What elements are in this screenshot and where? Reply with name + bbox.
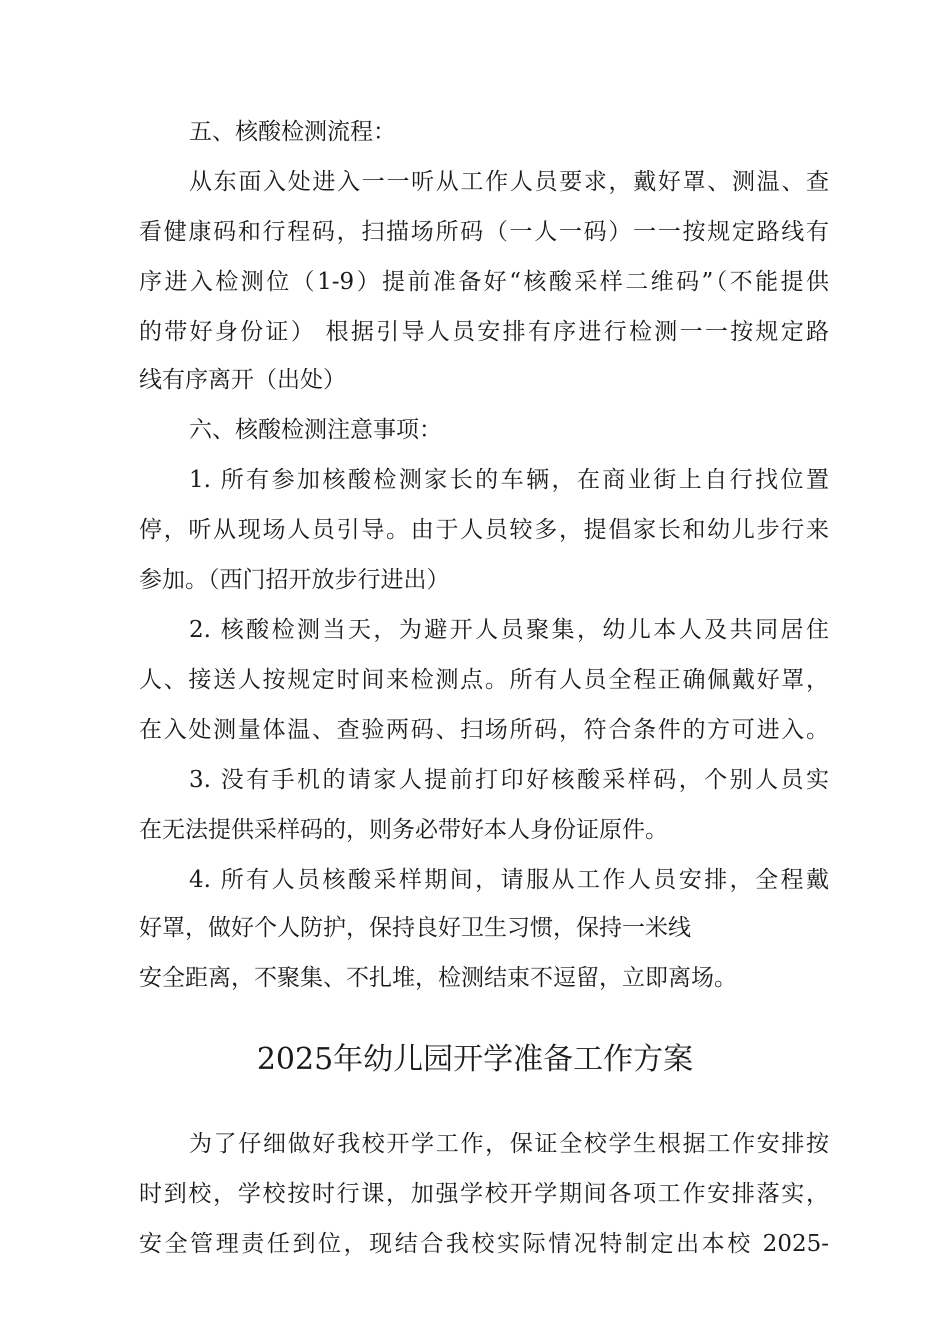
section-5-line-1: 从东面入处进入一一听从工作人员要求，戴好罩、测温、查: [189, 169, 829, 195]
section-5-line-3: 序进入检测位（1-9）提前准备好“核酸采样二维码”（不能提供: [139, 269, 829, 295]
document-title: 2025年幼儿园开学准备工作方案: [256, 1042, 694, 1077]
item-2-line-2: 人、接送人按规定时间来检测点。所有人员全程正确佩戴好罩，: [139, 667, 829, 693]
item-2-line-3: 在入处测量体温、查验两码、扫场所码，符合条件的方可进入。: [139, 717, 829, 743]
intro-line-2: 时到校，学校按时行课，加强学校开学期间各项工作安排落实，: [139, 1181, 829, 1207]
item-3-line-2: 在无法提供采样码的，则务必带好本人身份证原件。: [139, 817, 668, 843]
intro-line-1: 为了仔细做好我校开学工作，保证全校学生根据工作安排按: [189, 1131, 829, 1157]
section-5-heading: 五、核酸检测流程：: [189, 119, 396, 145]
item-1-line-1: 1. 所有参加核酸检测家长的车辆，在商业街上自行找位置: [189, 467, 829, 493]
item-4-line-3: 安全距离，不聚集、不扎堆，检测结束不逗留，立即离场。: [139, 965, 737, 991]
item-2-line-1: 2. 核酸检测当天，为避开人员聚集，幼儿本人及共同居住: [189, 617, 829, 643]
item-3-line-1: 3. 没有手机的请家人提前打印好核酸采样码，个别人员实: [189, 767, 829, 793]
item-1-line-2: 停，听从现场人员引导。由于人员较多，提倡家长和幼儿步行来: [139, 517, 829, 543]
item-4-line-2: 好罩，做好个人防护，保持良好卫生习惯，保持一米线: [139, 915, 691, 941]
section-6-heading: 六、核酸检测注意事项：: [189, 417, 442, 443]
section-5-line-2: 看健康码和行程码，扫描场所码（一人一码）一一按规定路线有: [139, 219, 829, 245]
section-5-line-4: 的带好身份证） 根据引导人员安排有序进行检测一一按规定路: [139, 319, 829, 345]
section-5-line-5: 线有序离开（出处）: [139, 367, 346, 393]
item-1-line-3: 参加。（西门招开放步行进出）: [139, 567, 450, 593]
item-4-line-1: 4. 所有人员核酸采样期间，请服从工作人员安排，全程戴: [189, 867, 829, 893]
intro-line-3: 安全管理责任到位，现结合我校实际情况特制定出本校 2025-: [139, 1231, 829, 1257]
